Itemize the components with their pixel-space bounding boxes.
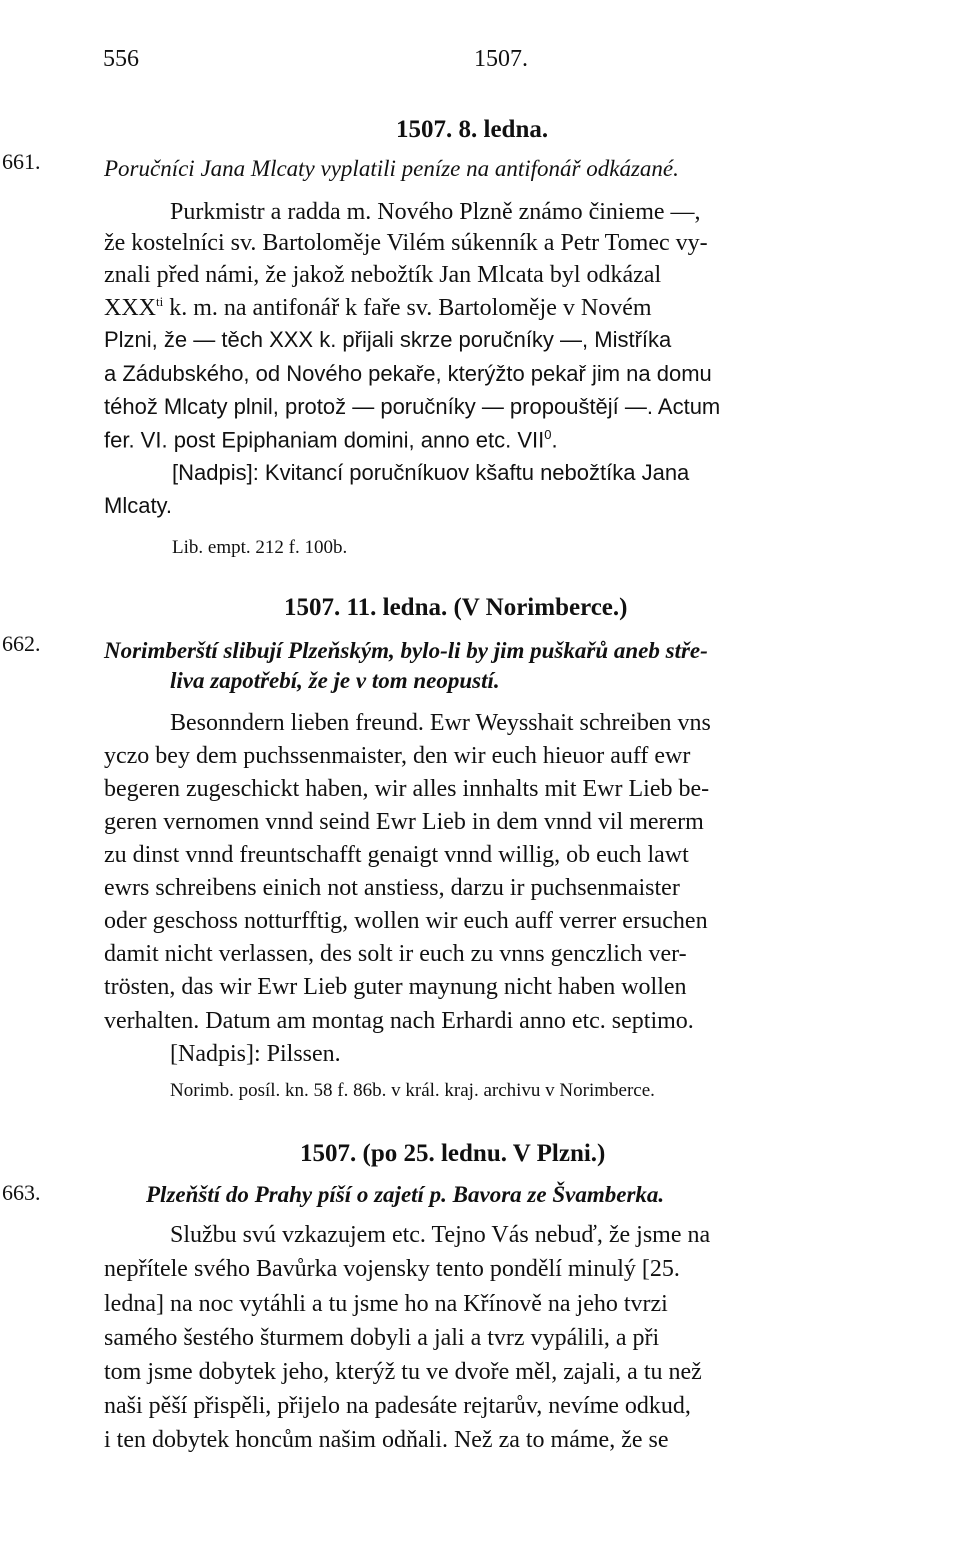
entry-663-number: 663. [2,1180,41,1205]
entry-662-line-3: begeren zugeschickt haben, wir alles innhalts mit Ewr Lieb be- [104,776,710,802]
page-number: 556 [103,46,139,72]
entry-662-line-4: geren vernomen vnnd seind Ewr Lieb in dem vnnd vil mererm [104,809,704,835]
entry-662-caption: [Nadpis]: Pilssen. [170,1041,341,1067]
entry-663-line-7: i ten dobytek honcům našim odňali. Než za to máme, že se [104,1427,669,1453]
entry-661-line-3: znali před námi, že jakož nebožtík Jan Mlcata byl odkázal [104,262,662,288]
entry-662-line-5: zu dinst vnnd freuntschafft genaigt vnnd willig, ob euch lawt [104,842,689,868]
entry-661-number: 661. [2,149,41,174]
entry-663-line-6: naši pěší přispěli, přijelo na padesáte rejtarův, nevíme odkud, [104,1393,691,1419]
entry-662-line-1: Besonndern lieben freund. Ewr Weysshait schreiben vns [170,710,711,736]
entry-661-caption-end: Mlcaty. [104,493,173,518]
entry-662-source: Norimb. posíl. kn. 58 f. 86b. v král. kraj. archivu v Norimberce. [170,1080,655,1101]
entry-661-caption: [Nadpis]: Kvitancí poručníkuov kšaftu nebožtíka Jana [172,460,690,485]
entry-661-line-8: fer. VI. post Epiphaniam domini, anno etc. VII$^0$. [104,427,558,453]
entry-662-date: 1507. 11. ledna. (V Norimberce.) [284,594,628,621]
entry-661-line-4: $XXX^{ti}$ k. m. na antifonář k faře sv. Bartoloměje v Novém [104,294,652,321]
entry-663-line-3: ledna] na noc vytáhli a tu jsme ho na Křínově na jeho tvrzi [104,1291,668,1317]
entry-663-title: Plzeňští do Prahy píší o zajetí p. Bavora ze Švamberka. [146,1182,665,1207]
entry-663-date: 1507. (po 25. lednu. V Plzni.) [300,1140,606,1167]
entry-662-line-9: trösten, das wir Ewr Lieb guter maynung nicht haben wollen [104,974,687,1000]
entry-663-line-5: tom jsme dobytek jeho, kterýž tu ve dvoře měl, zajali, a tu než [104,1359,702,1385]
entry-661-title: Poručníci Jana Mlcaty vyplatili peníze na antifonář odkázané. [104,156,679,181]
entry-662-title-line-1: Norimberští slibují Plzeňským, bylo-li by jim puškařů aneb stře- [104,638,708,663]
entry-661-line-1: Purkmistr a radda m. Nového Plzně známo činieme —, [170,199,701,225]
entry-661-line-2: že kostelníci sv. Bartoloměje Vilém súkenník a Petr Tomec vy- [104,230,708,256]
entry-661-source: Lib. empt. 212 f. 100b. [172,537,348,558]
entry-662-line-10: verhalten. Datum am montag nach Erhardi anno etc. septimo. [104,1008,694,1034]
entry-661-line-6: a Zádubského, od Nového pekaře, kterýžto pekař jim na domu [104,361,712,386]
entry-661-line-7: téhož Mlcaty plnil, protož — poručníky — propouštějí —. Actum [104,394,721,419]
entry-662-line-7: oder geschoss notturfftig, wollen wir euch auff verrer ersuchen [104,908,708,934]
entry-662-number: 662. [2,631,41,656]
entry-663-line-4: samého šestého šturmem dobyli a jali a tvrz vypálili, a při [104,1325,660,1351]
entry-662-line-2: yczo bey dem puchssenmaister, den wir euch hieuor auff ewr [104,743,691,769]
entry-663-line-1: Službu svú vzkazujem etc. Tejno Vás nebuď, že jsme na [170,1222,711,1248]
entry-663-line-2: nepřítele svého Bavůrka vojensky tento pondělí minulý [25. [104,1256,680,1282]
entry-661-line-5: Plzni, že — těch XXX k. přijali skrze poručníky —, Mistříka [104,327,672,352]
entry-662-line-6: ewrs schreibens einich not anstiess, darzu ir puchsenmaister [104,875,680,901]
running-header-year: 1507. [474,46,528,72]
entry-662-title-line-2: liva zapotřebí, že je v tom neopustí. [170,668,500,693]
entry-661-date: 1507. 8. ledna. [396,116,549,143]
entry-662-line-8: damit nicht verlassen, des solt ir euch zu vnns genczlich ver- [104,941,687,967]
